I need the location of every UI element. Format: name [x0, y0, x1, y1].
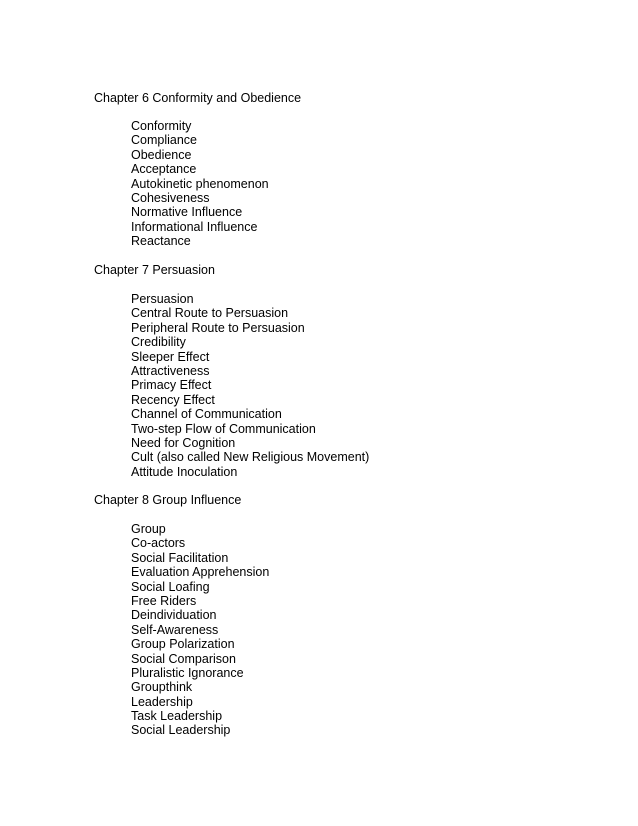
chapter-8-heading: Chapter 8 Group Influence [94, 493, 242, 507]
term-item: Group Polarization [131, 637, 235, 652]
term-item: Normative Influence [131, 205, 243, 220]
term-item: Conformity [131, 119, 192, 133]
term-item: Credibility [131, 335, 186, 350]
term-item: Central Route to Persuasion [131, 306, 289, 321]
chapter-6-heading: Chapter 6 Conformity and Obedience [94, 91, 302, 105]
term-item: Social Loafing [131, 579, 210, 594]
term-item: Free Riders [131, 593, 197, 608]
term-item: Need for Cognition [131, 435, 236, 450]
term-item: Compliance [131, 133, 198, 148]
term-item: Co-actors [131, 536, 186, 551]
term-item: Leadership [131, 694, 193, 709]
term-item: Informational Influence [131, 219, 258, 234]
term-item: Peripheral Route to Persuasion [131, 320, 305, 335]
term-item: Reactance [131, 234, 191, 249]
term-item: Social Leadership [131, 723, 231, 738]
term-item: Self-Awareness [131, 622, 219, 637]
term-item: Persuasion [131, 292, 194, 306]
term-item: Attractiveness [131, 363, 210, 378]
term-item: Cult (also called New Religious Movement) [131, 450, 370, 465]
term-item: Pluralistic Ignorance [131, 665, 244, 680]
term-item: Social Comparison [131, 651, 236, 666]
term-item: Obedience [131, 147, 192, 162]
chapter-7-heading: Chapter 7 Persuasion [94, 263, 215, 277]
term-item: Group [131, 522, 166, 536]
chapter-6-term-list [131, 119, 269, 249]
term-item: Evaluation Apprehension [131, 565, 270, 580]
term-item: Sleeper Effect [131, 349, 210, 364]
term-item: Attitude Inoculation [131, 464, 238, 479]
term-item: Autokinetic phenomenon [131, 176, 269, 191]
term-item: Channel of Communication [131, 407, 282, 422]
term-item: Groupthink [131, 680, 193, 695]
chapter-8-term-list [131, 522, 269, 738]
term-item: Two-step Flow of Communication [131, 421, 316, 436]
term-item: Recency Effect [131, 392, 215, 407]
term-item: Acceptance [131, 162, 197, 177]
term-item: Primacy Effect [131, 378, 212, 393]
term-item: Cohesiveness [131, 190, 210, 205]
chapter-7-term-list [131, 292, 369, 479]
term-item: Task Leadership [131, 709, 223, 724]
term-item: Deindividuation [131, 608, 217, 623]
term-item: Social Facilitation [131, 550, 229, 565]
